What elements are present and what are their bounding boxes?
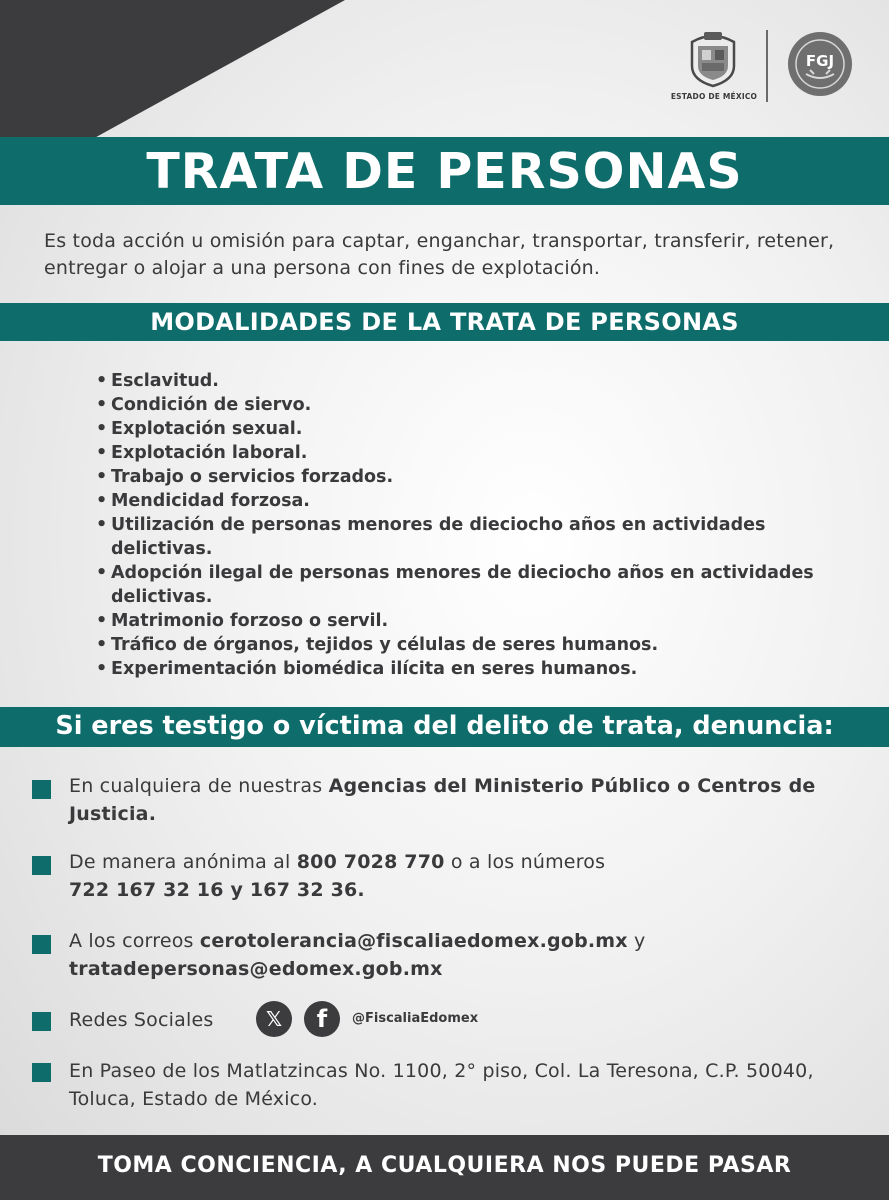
agencies-prefix: En cualquiera de nuestras	[69, 775, 329, 797]
report-heading: Si eres testigo o víctima del delito de trata, denuncia:	[55, 711, 834, 741]
x-twitter-icon[interactable]: 𝕏	[256, 1001, 292, 1037]
anon-prefix: De manera anónima al	[69, 851, 297, 873]
social-label: Redes Sociales	[69, 1009, 214, 1031]
bullet-square-icon	[32, 780, 51, 799]
list-item: • Matrimonio forzoso o servil.	[96, 609, 836, 633]
list-item: • Utilización de personas menores de dieciocho años en actividades delictivas.	[96, 513, 836, 561]
list-item: • Explotación sexual.	[96, 417, 836, 441]
modalidades-heading: MODALIDADES DE LA TRATA DE PERSONAS	[150, 308, 739, 336]
bullet-square-icon	[32, 1063, 51, 1082]
bullet-square-icon	[32, 856, 51, 875]
list-item: • Explotación laboral.	[96, 441, 836, 465]
email-prefix: A los correos	[69, 930, 200, 952]
anon-phone-number[interactable]: 800 7028 770	[296, 851, 445, 873]
list-item: • Adopción ilegal de personas menores de dieciocho años en actividades delictivas.	[96, 561, 836, 609]
email-cerotolerancia[interactable]: cerotolerancia@fiscaliaedomex.gob.mx	[199, 930, 628, 952]
email-join: y	[627, 930, 646, 952]
fgj-logo-text: FGJ	[805, 52, 835, 70]
list-item: • Trabajo o servicios forzados.	[96, 465, 836, 489]
email-tratadepersonas[interactable]: tratadepersonas@edomex.gob.mx	[69, 958, 443, 980]
anonymous-phone-item	[69, 848, 859, 904]
social-handle[interactable]: @FiscaliaEdomex	[352, 1011, 479, 1026]
agencies-bold: Agencias del Ministerio Público o Centros de Justicia.	[69, 775, 816, 825]
list-item: • Experimentación biomédica ilícita en seres humanos.	[96, 657, 836, 681]
fgj-seal-icon	[786, 30, 854, 98]
facebook-icon[interactable]: f	[304, 1001, 340, 1037]
agencies-item	[69, 772, 859, 828]
list-item: • Esclavitud.	[96, 369, 836, 393]
email-item	[69, 927, 859, 983]
page-title: TRATA DE PERSONAS	[146, 143, 743, 200]
other-phone-numbers[interactable]: 722 167 32 16 y 167 32 36.	[69, 879, 365, 901]
logo-divider	[766, 30, 768, 102]
edomex-label: ESTADO DE MÉXICO	[670, 92, 758, 101]
header-logos	[668, 28, 858, 104]
footer-slogan: TOMA CONCIENCIA, A CUALQUIERA NOS PUEDE PASAR	[97, 1153, 792, 1178]
list-item: • Mendicidad forzosa.	[96, 489, 836, 513]
edomex-coat-of-arms-icon	[686, 28, 740, 88]
bullet-square-icon	[32, 1012, 51, 1031]
list-item: • Tráfico de órganos, tejidos y células de seres humanos.	[96, 633, 836, 657]
list-item: • Condición de siervo.	[96, 393, 836, 417]
anon-middle: o a los números	[444, 851, 606, 873]
modalidades-list	[96, 369, 836, 681]
bullet-square-icon	[32, 935, 51, 954]
definition-text: Es toda acción u omisión para captar, enganchar, transportar, transferir, retener, entregar o alojar a una persona con fines de explotación.	[44, 230, 835, 279]
address-item: En Paseo de los Matlatzincas No. 1100, 2° piso, Col. La Teresona, C.P. 50040, Toluca, Estado de México.	[69, 1060, 814, 1110]
